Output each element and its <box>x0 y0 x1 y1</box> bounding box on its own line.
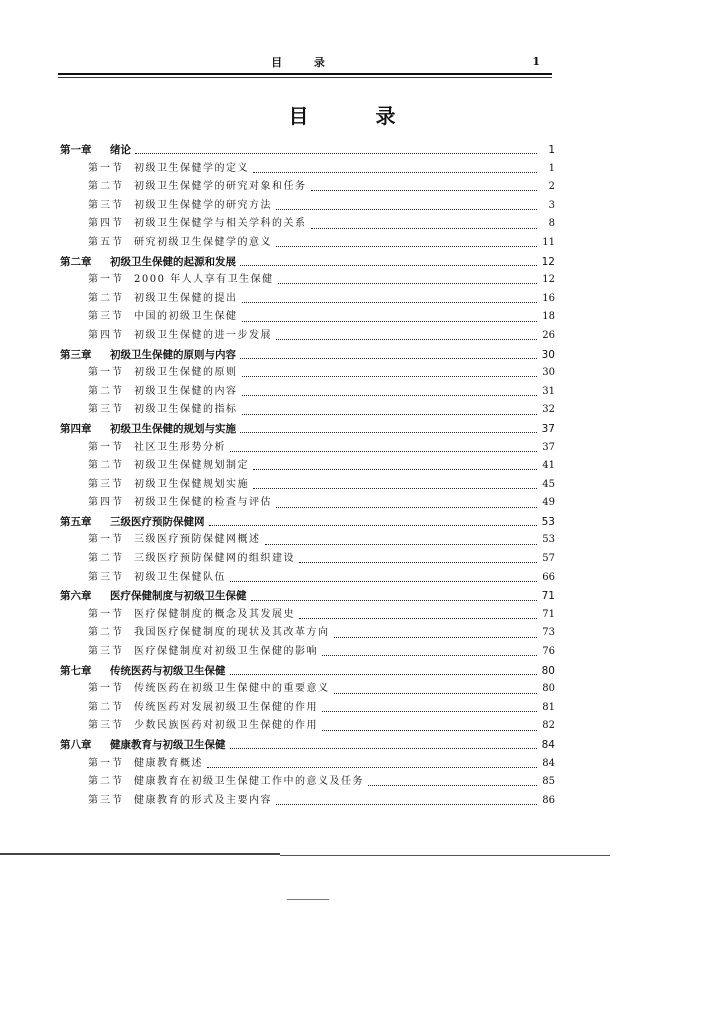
entry-number: 第二节 <box>88 385 124 397</box>
dot-leader <box>368 784 537 786</box>
entry-number: 第三节 <box>88 794 124 806</box>
dot-leader <box>322 710 537 712</box>
entry-page-number: 12 <box>542 274 555 286</box>
entry-number: 第一章 <box>60 144 92 156</box>
entry-number: 第一节 <box>88 683 124 695</box>
toc-chapter-entry <box>60 736 555 755</box>
toc-section-entry <box>60 643 555 662</box>
toc-chapter-entry <box>60 513 555 532</box>
entry-page-number: 37 <box>542 441 555 453</box>
entry-title: 传统医药对发展初级卫生保健的作用 <box>134 701 318 713</box>
entry-number: 第三节 <box>88 571 124 583</box>
entry-title: 中国的初级卫生保健 <box>134 311 238 323</box>
entry-title: 初级卫生保健学与相关学科的关系 <box>134 218 307 230</box>
entry-number: 第四节 <box>88 218 124 230</box>
entry-title: 我国医疗保健制度的现状及其改革方向 <box>134 627 330 639</box>
entry-page-number: 76 <box>542 646 555 658</box>
entry-title: 健康教育与初级卫生保健 <box>110 739 226 751</box>
entry-page-number: 71 <box>541 590 555 603</box>
toc-section-entry <box>60 160 555 179</box>
entry-title: 初级卫生保健规划制定 <box>134 460 249 472</box>
entry-number: 第二节 <box>88 627 124 639</box>
toc-chapter-entry <box>60 141 555 160</box>
entry-page-number: 84 <box>542 757 555 769</box>
entry-title: 初级卫生保健的原则 <box>134 367 238 379</box>
entry-page-number: 2 <box>548 181 555 193</box>
toc-section-entry <box>60 215 555 234</box>
entry-page-number: 11 <box>542 236 555 248</box>
dot-leader <box>135 152 537 154</box>
entry-title: 初级卫生保健学的研究方法 <box>134 199 272 211</box>
entry-page-number: 66 <box>542 571 555 583</box>
entry-title: 三级医疗预防保健网的组织建设 <box>134 553 295 565</box>
entry-page-number: 8 <box>548 218 555 230</box>
dot-leader <box>265 543 538 545</box>
entry-page-number: 71 <box>542 608 555 620</box>
table-of-contents <box>60 141 555 810</box>
entry-number: 第五节 <box>88 236 124 248</box>
entry-page-number: 16 <box>542 292 555 304</box>
entry-title: 初级卫生保健学的定义 <box>134 162 249 174</box>
dot-leader <box>242 413 538 415</box>
dot-leader <box>209 524 538 526</box>
entry-number: 第二节 <box>88 460 124 472</box>
entry-title: 健康教育在初级卫生保健工作中的意义及任务 <box>134 776 364 788</box>
footer-short-rule <box>287 899 329 900</box>
entry-title: 医疗保健制度对初级卫生保健的影响 <box>134 646 318 658</box>
entry-number: 第一节 <box>88 534 124 546</box>
entry-page-number: 49 <box>542 497 555 509</box>
entry-page-number: 80 <box>541 664 555 677</box>
entry-number: 第二节 <box>88 292 124 304</box>
toc-section-entry <box>60 439 555 458</box>
entry-title: 医疗保健制度的概念及其发展史 <box>134 608 295 620</box>
toc-chapter-entry <box>60 420 555 439</box>
toc-chapter-entry <box>60 587 555 606</box>
dot-leader <box>230 673 538 675</box>
toc-section-entry <box>60 606 555 625</box>
toc-section-entry <box>60 197 555 216</box>
running-header-page-number: 1 <box>532 55 540 68</box>
dot-leader <box>299 617 537 619</box>
dot-leader <box>253 487 537 489</box>
entry-number: 第三节 <box>88 478 124 490</box>
entry-title: 研究初级卫生保健学的意义 <box>134 236 272 248</box>
entry-number: 第一节 <box>88 441 124 453</box>
entry-number: 第二节 <box>88 553 124 565</box>
entry-page-number: 53 <box>542 534 555 546</box>
dot-leader <box>240 357 537 359</box>
entry-number: 第一节 <box>88 274 124 286</box>
entry-number: 第三节 <box>88 720 124 732</box>
toc-section-entry <box>60 680 555 699</box>
toc-section-entry <box>60 476 555 495</box>
entry-title: 绪论 <box>110 144 131 156</box>
entry-title: 初级卫生保健学的研究对象和任务 <box>134 181 307 193</box>
dot-leader <box>334 636 538 638</box>
entry-page-number: 37 <box>541 422 555 435</box>
entry-title: 初级卫生保健的提出 <box>134 292 238 304</box>
header-rule <box>58 73 552 75</box>
dot-leader <box>253 468 537 470</box>
entry-title: 初级卫生保健规划实施 <box>134 478 249 490</box>
running-header <box>58 54 552 70</box>
entry-title: 初级卫生保健的原则与内容 <box>110 348 236 361</box>
toc-section-entry <box>60 290 555 309</box>
entry-page-number: 82 <box>542 720 555 732</box>
toc-chapter-entry <box>60 253 555 272</box>
dot-leader <box>240 264 537 266</box>
entry-number: 第三节 <box>88 404 124 416</box>
entry-title: 传统医药在初级卫生保健中的重要意义 <box>134 683 330 695</box>
dot-leader <box>251 599 538 601</box>
entry-number: 第三章 <box>60 348 92 361</box>
entry-title: 医疗保健制度与初级卫生保健 <box>110 590 247 603</box>
dot-leader <box>276 803 537 805</box>
entry-number: 第五章 <box>60 515 92 528</box>
entry-title: 三级医疗预防保健网 <box>110 515 205 528</box>
entry-page-number: 86 <box>542 794 555 806</box>
entry-page-number: 41 <box>542 460 555 472</box>
entry-title: 2000 年人人享有卫生保健 <box>134 274 274 286</box>
dot-leader <box>276 208 537 210</box>
entry-page-number: 1 <box>548 144 555 156</box>
toc-section-entry <box>60 699 555 718</box>
entry-title: 初级卫生保健队伍 <box>134 571 226 583</box>
running-header-title: 目 录 <box>271 56 339 69</box>
entry-number: 第二章 <box>60 255 92 268</box>
entry-number: 第四节 <box>88 329 124 341</box>
entry-page-number: 18 <box>542 311 555 323</box>
toc-section-entry <box>60 494 555 513</box>
toc-section-entry <box>60 755 555 774</box>
dot-leader <box>242 375 538 377</box>
entry-title: 社区卫生形势分析 <box>134 441 226 453</box>
entry-page-number: 45 <box>542 478 555 490</box>
dot-leader <box>299 561 537 563</box>
toc-section-entry <box>60 308 555 327</box>
toc-chapter-entry <box>60 346 555 365</box>
dot-leader <box>276 245 537 247</box>
dot-leader <box>242 320 538 322</box>
entry-title: 传统医药与初级卫生保健 <box>110 664 226 677</box>
toc-section-entry <box>60 773 555 792</box>
toc-section-entry <box>60 624 555 643</box>
footer-rule <box>0 853 280 855</box>
entry-page-number: 30 <box>541 348 555 361</box>
entry-title: 初级卫生保健的检查与评估 <box>134 497 272 509</box>
dot-leader <box>276 506 537 508</box>
entry-number: 第一节 <box>88 608 124 620</box>
entry-page-number: 30 <box>542 367 555 379</box>
toc-section-entry <box>60 792 555 811</box>
footer-rule-right <box>280 855 610 856</box>
dot-leader <box>311 189 538 191</box>
toc-section-entry <box>60 717 555 736</box>
entry-page-number: 31 <box>542 385 555 397</box>
entry-page-number: 85 <box>542 776 555 788</box>
toc-section-entry <box>60 178 555 197</box>
entry-title: 初级卫生保健的起源和发展 <box>110 255 236 268</box>
dot-leader <box>253 171 537 173</box>
entry-number: 第二节 <box>88 776 124 788</box>
dot-leader <box>207 766 537 768</box>
dot-leader <box>242 394 538 396</box>
entry-number: 第六章 <box>60 590 92 603</box>
entry-page-number: 32 <box>542 404 555 416</box>
entry-title: 健康教育的形式及主要内容 <box>134 794 272 806</box>
dot-leader <box>230 580 537 582</box>
toc-title: 目 录 <box>288 104 426 128</box>
entry-title: 初级卫生保健的指标 <box>134 404 238 416</box>
entry-number: 第四章 <box>60 422 92 435</box>
entry-number: 第三节 <box>88 646 124 658</box>
toc-section-entry <box>60 550 555 569</box>
entry-number: 第七章 <box>60 664 92 677</box>
entry-number: 第四节 <box>88 497 124 509</box>
entry-page-number: 73 <box>542 627 555 639</box>
dot-leader <box>322 654 537 656</box>
dot-leader <box>322 729 537 731</box>
entry-title: 少数民族医药对初级卫生保健的作用 <box>134 720 318 732</box>
dot-leader <box>230 450 537 452</box>
entry-page-number: 53 <box>541 515 555 528</box>
header-rule-thin <box>58 77 552 78</box>
toc-chapter-entry <box>60 662 555 681</box>
entry-page-number: 57 <box>542 553 555 565</box>
entry-number: 第一节 <box>88 757 124 769</box>
toc-section-entry <box>60 271 555 290</box>
entry-number: 第二节 <box>88 181 124 193</box>
entry-number: 第三节 <box>88 199 124 211</box>
entry-number: 第一节 <box>88 367 124 379</box>
toc-section-entry <box>60 234 555 253</box>
entry-number: 第一节 <box>88 162 124 174</box>
entry-title: 初级卫生保健的进一步发展 <box>134 329 272 341</box>
entry-number: 第三节 <box>88 311 124 323</box>
toc-section-entry <box>60 457 555 476</box>
toc-section-entry <box>60 531 555 550</box>
entry-page-number: 81 <box>542 701 555 713</box>
entry-title: 健康教育概述 <box>134 757 203 769</box>
dot-leader <box>276 338 537 340</box>
entry-page-number: 84 <box>541 739 555 751</box>
entry-title: 三级医疗预防保健网概述 <box>134 534 261 546</box>
dot-leader <box>311 227 538 229</box>
toc-section-entry <box>60 364 555 383</box>
entry-number: 第八章 <box>60 739 92 751</box>
entry-page-number: 26 <box>542 329 555 341</box>
entry-title: 初级卫生保健的内容 <box>134 385 238 397</box>
dot-leader <box>334 692 538 694</box>
entry-number: 第二节 <box>88 701 124 713</box>
toc-section-entry <box>60 383 555 402</box>
toc-section-entry <box>60 401 555 420</box>
toc-section-entry <box>60 327 555 346</box>
dot-leader <box>230 747 538 749</box>
entry-title: 初级卫生保健的规划与实施 <box>110 422 236 435</box>
toc-section-entry <box>60 569 555 588</box>
dot-leader <box>240 431 537 433</box>
entry-page-number: 80 <box>542 683 555 695</box>
dot-leader <box>278 282 537 284</box>
entry-page-number: 3 <box>548 199 555 211</box>
entry-page-number: 1 <box>548 162 555 174</box>
entry-page-number: 12 <box>541 255 555 268</box>
dot-leader <box>242 301 538 303</box>
